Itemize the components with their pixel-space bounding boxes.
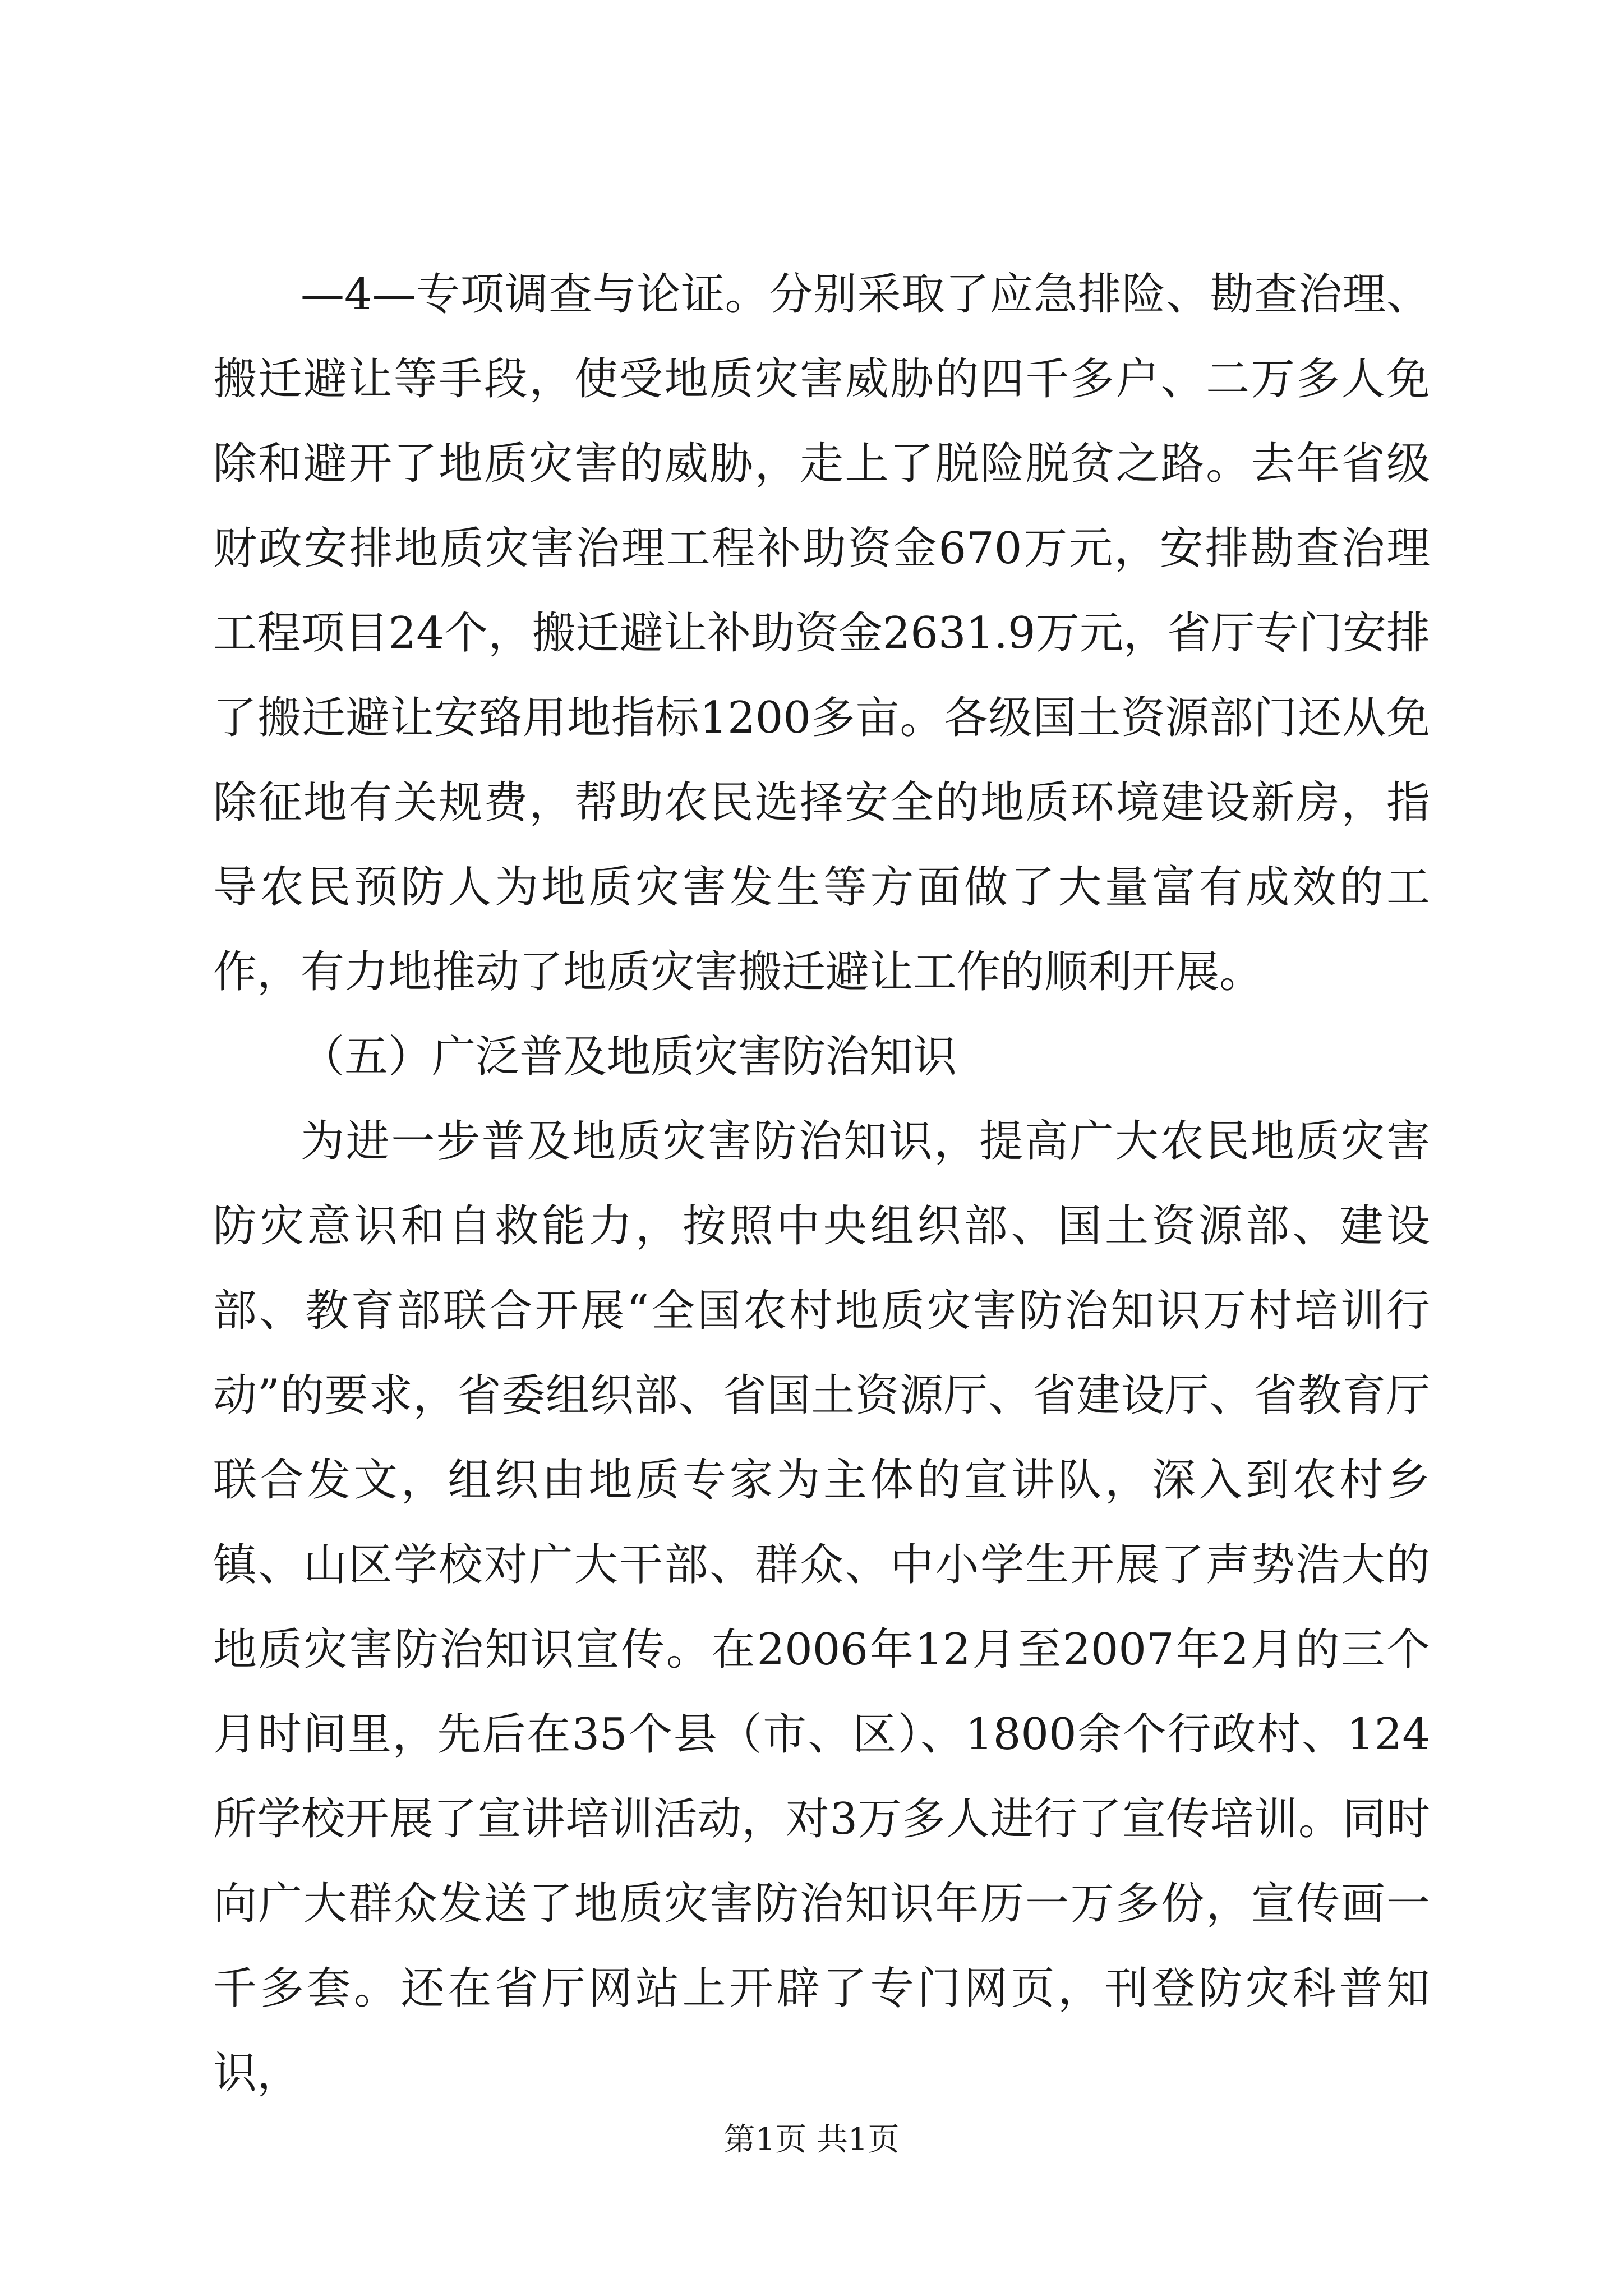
paragraph-relocation: —4—专项调查与论证。分别采取了应急排险、勘查治理、搬迁避让等手段，使受地质灾害威胁的四千多户、二万多人免除和避开了地质灾害的威胁，走上了脱险脱贫之路。去年省级财政安排地质灾害治理工程补助资金670万元，安排勘查治理工程项目24个，搬迁避让补助资金2631.9万元，省厅专门安排了搬迁避让安臵用地指标1200多亩。各级国土资源部门还从免除征地有关规费，帮助农民选择安全的地质环境建设新房，指导农民预防人为地质灾害发生等方面做了大量富有成效的工作，有力地推动了地质灾害搬迁避让工作的顺利开展。 xyxy=(213,269,1430,997)
paragraph-knowledge: 为进一步普及地质灾害防治知识，提高广大农民地质灾害防灾意识和自救能力，按照中央组织部、国土资源部、建设部、教育部联合开展“全国农村地质灾害防治知识万村培训行动”的要求，省委组织部、省国土资源厅、省建设厅、省教育厅联合发文，组织由地质专家为主体的宣讲队，深入到农村乡镇、山区学校对广大干部、群众、中小学生开展了声势浩大的地质灾害防治知识宣传。在2006年12月至2007年2月的三个月时间里，先后在35个县（市、区）、1800余个行政村、124所学校开展了宣讲培训活动，对3万多人进行了宣传培训。同时向广大群众发送了地质灾害防治知识年历一万多份，宣传画一千多套。还在省厅网站上开辟了专门网页，刊登防灾科普知识， xyxy=(213,1116,1430,2099)
section-heading: （五）广泛普及地质灾害防治知识 xyxy=(301,1032,957,1082)
document-body xyxy=(213,252,1430,2116)
page-footer: 第1页 共1页 xyxy=(723,2122,900,2158)
